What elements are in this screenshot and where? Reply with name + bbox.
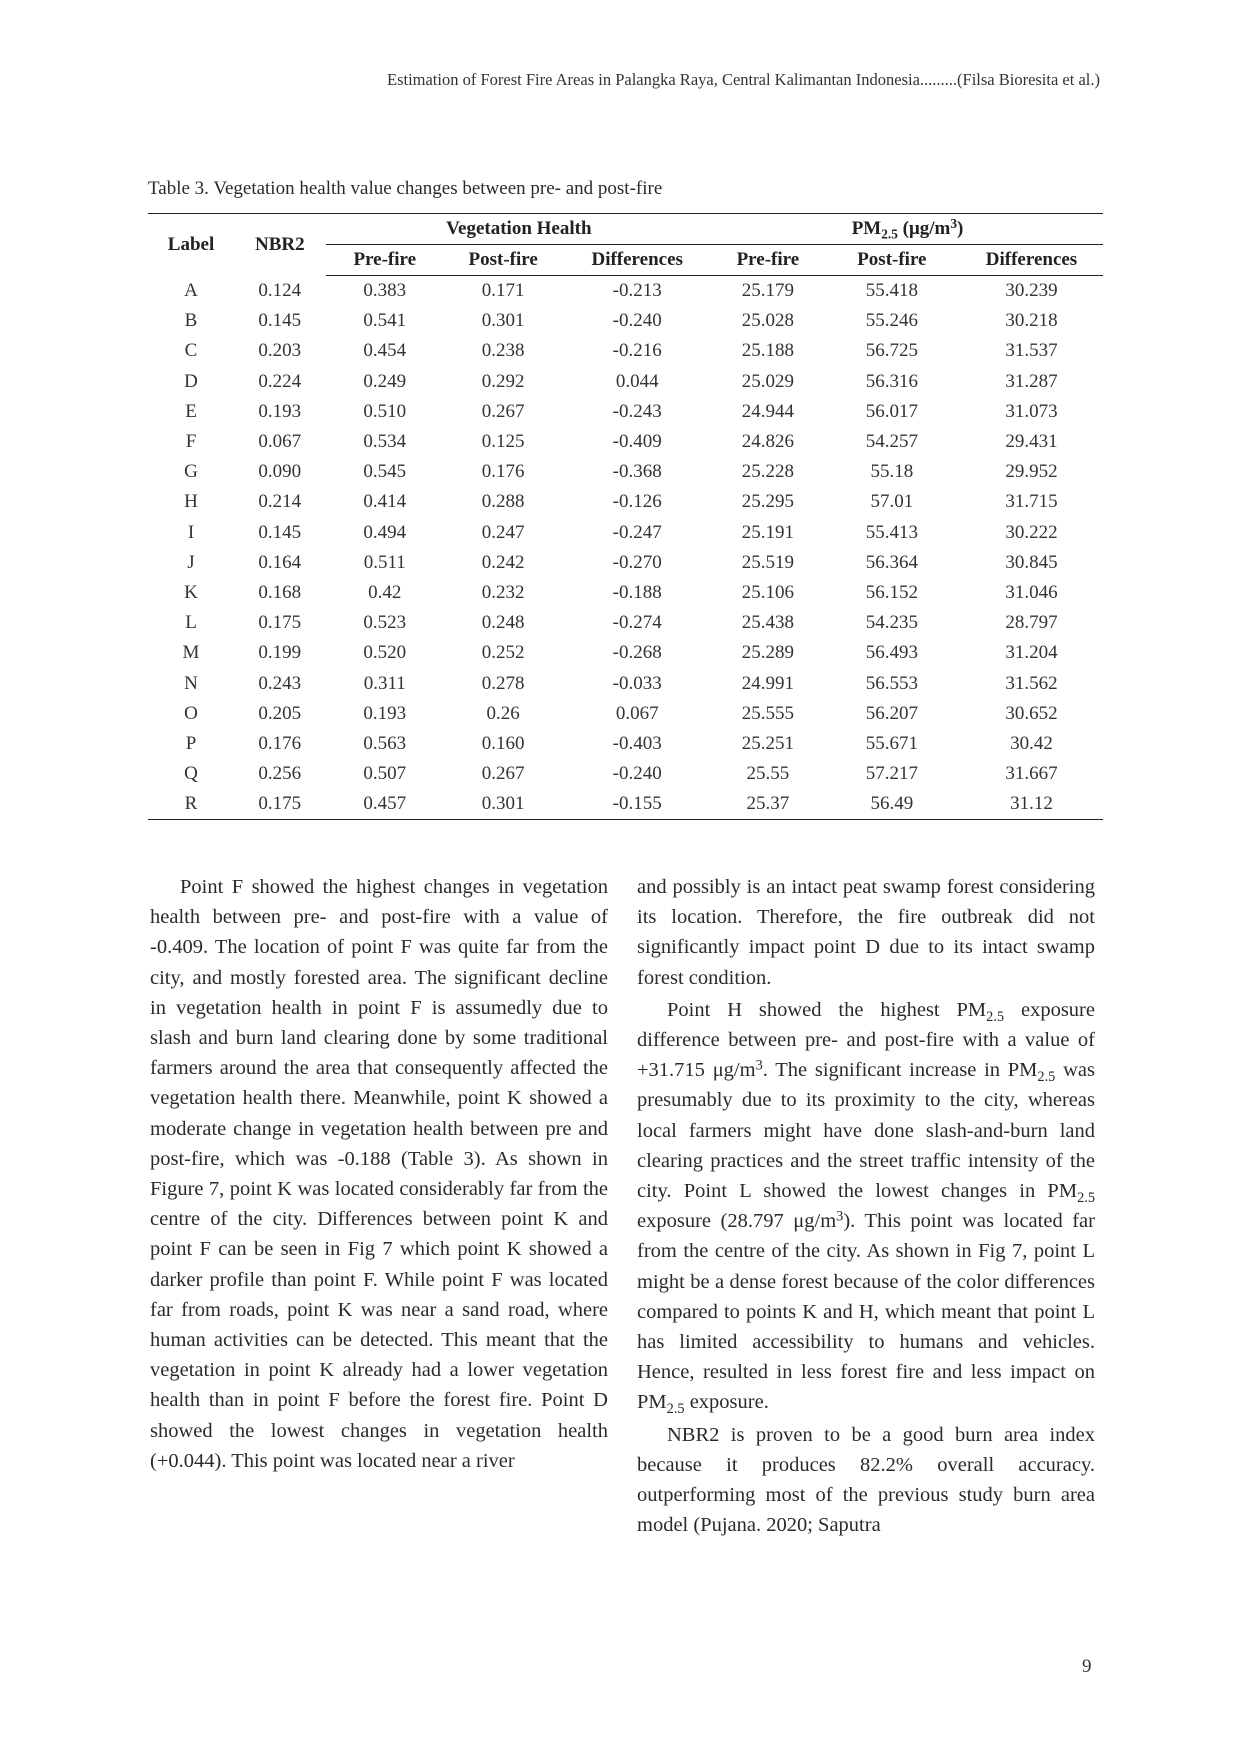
paragraph: Point H showed the highest $PM_{2.5}$ exposure difference between pre- and post-fire with a value of +31.715 $\mu g/m^3$. The significant increase in $PM_{2.5}$ was presumably due to its proximity to the city, whereas local farmers might have done slash-and-burn land clearing practices and the street traffic intensity of the city. Point L showed the lowest changes in $PM_{2.5}$ exposure (28.797 $\mu g/m^3$). This point was located far from the centre of the city. As shown in Fig 7, point L might be a dense forest because of the color differences compared to points K and H, which meant that point L has limited accessibility to humans and vehicles. Hence, resulted in less forest fire and less impact on $PM_{2.5}$ exposure. [637, 998, 1095, 1418]
cell-pm-diff: 30.652 [1005, 702, 1058, 724]
header-pm-pre-fire: Pre-fire [712, 245, 824, 276]
cell-veg-pre: 0.511 [363, 551, 406, 573]
cell-veg-pre: 0.414 [363, 491, 407, 513]
table-row [148, 518, 1103, 548]
header-pm-post-fire: Post-fire [824, 245, 960, 276]
cell-nbr2: 0.256 [258, 763, 302, 785]
paragraph: and possibly is an intact peat swamp forest considering its location. Therefore, the fire outbreak did not significantly impact point D due to its intact swamp forest condition. [637, 876, 1095, 989]
table-row [148, 578, 1103, 608]
cell-veg-pre: 0.249 [363, 370, 407, 392]
cell-veg-post: 0.301 [444, 789, 562, 820]
cell-veg-diff: -0.268 [612, 642, 662, 664]
cell-label: D [184, 370, 198, 392]
cell-pm-diff: 28.797 [1005, 612, 1058, 634]
cell-veg-pre: 0.545 [363, 461, 407, 483]
cell-veg-pre: 0.523 [363, 612, 407, 634]
cell-veg-pre: 0.454 [363, 340, 407, 362]
cell-pm-post: 56.553 [865, 672, 918, 694]
cell-nbr2: 0.203 [258, 340, 302, 362]
cell-pm-post: 55.413 [865, 521, 918, 543]
cell-veg-diff: -0.213 [612, 280, 662, 302]
cell-nbr2: 0.168 [258, 581, 302, 603]
cell-pm-pre: 25.106 [741, 581, 794, 603]
cell-label: O [184, 702, 198, 724]
cell-label: F [185, 431, 197, 453]
table-row [148, 367, 1103, 397]
cell-veg-pre: 0.541 [363, 310, 407, 332]
cell-veg-post: 0.288 [481, 491, 525, 513]
cell-nbr2: 0.175 [234, 789, 326, 820]
table-row [148, 668, 1103, 698]
cell-veg-diff: -0.409 [612, 431, 662, 453]
cell-pm-post: 56.316 [865, 370, 918, 392]
cell-veg-pre: 0.383 [363, 280, 407, 302]
table-row [148, 759, 1103, 789]
cell-pm-pre: 25.188 [741, 340, 794, 362]
cell-pm-diff: 29.431 [1005, 431, 1058, 453]
cell-nbr2: 0.164 [258, 551, 302, 573]
cell-veg-post: 0.267 [481, 763, 525, 785]
cell-pm-post: 54.257 [865, 431, 918, 453]
cell-pm-post: 55.246 [865, 310, 918, 332]
cell-pm-post: 56.152 [865, 581, 918, 603]
cell-pm-post: 56.49 [824, 789, 960, 820]
table-row [148, 548, 1103, 578]
cell-pm-diff: 31.073 [1005, 400, 1058, 422]
cell-nbr2: 0.175 [258, 612, 302, 634]
cell-veg-diff: -0.240 [612, 310, 662, 332]
cell-nbr2: 0.205 [258, 702, 302, 724]
cell-veg-pre: 0.457 [326, 789, 444, 820]
cell-nbr2: 0.214 [258, 491, 302, 513]
cell-pm-post: 56.364 [865, 551, 918, 573]
table-row [148, 336, 1103, 366]
cell-pm-post: 56.493 [865, 642, 918, 664]
cell-pm-pre: 24.944 [741, 400, 794, 422]
cell-veg-pre: 0.520 [363, 642, 407, 664]
cell-pm-diff: 31.046 [1005, 581, 1058, 603]
cell-nbr2: 0.224 [258, 370, 302, 392]
cell-pm-post: 55.418 [865, 280, 918, 302]
cell-label: Q [184, 763, 198, 785]
cell-veg-diff: 0.044 [615, 370, 659, 392]
table-row [148, 397, 1103, 427]
cell-veg-diff: -0.274 [612, 612, 662, 634]
cell-veg-post: 0.252 [481, 642, 525, 664]
cell-nbr2: 0.145 [258, 310, 302, 332]
cell-pm-diff: 31.715 [1005, 491, 1058, 513]
table-row [148, 608, 1103, 638]
cell-pm-diff: 31.287 [1005, 370, 1058, 392]
cell-nbr2: 0.145 [258, 521, 302, 543]
cell-veg-post: 0.292 [481, 370, 525, 392]
cell-nbr2: 0.193 [258, 400, 302, 422]
cell-pm-post: 54.235 [865, 612, 918, 634]
cell-veg-pre: 0.42 [368, 581, 402, 603]
cell-veg-post: 0.232 [481, 581, 525, 603]
header-label: Label [148, 214, 234, 276]
paragraph: NBR2 is proven to be a good burn area index because it produces 82.2% overall accuracy. outperforming most of the previous study burn area model (Pujana. 2020; Saputra [637, 1423, 1095, 1537]
table-row [148, 306, 1103, 336]
cell-pm-post: 56.725 [865, 340, 918, 362]
cell-veg-post: 0.238 [481, 340, 525, 362]
cell-label: R [148, 789, 234, 820]
cell-label: C [184, 340, 198, 362]
cell-pm-pre: 25.295 [741, 491, 794, 513]
cell-veg-post: 0.267 [481, 400, 525, 422]
cell-pm-diff: 31.537 [1005, 340, 1058, 362]
cell-veg-pre: 0.563 [363, 732, 407, 754]
cell-nbr2: 0.199 [258, 642, 302, 664]
cell-veg-pre: 0.534 [363, 431, 407, 453]
cell-veg-diff: -0.126 [612, 491, 662, 513]
cell-veg-diff: -0.155 [562, 789, 712, 820]
cell-veg-post: 0.248 [481, 612, 525, 634]
body-column-right [637, 872, 1095, 1542]
cell-veg-diff: 0.067 [615, 702, 659, 724]
vegetation-health-table [148, 213, 1103, 820]
running-header: Estimation of Forest Fire Areas in Palangka Raya, Central Kalimantan Indonesia.........(Filsa Bioresita et al.) [386, 70, 1100, 89]
table-row [148, 427, 1103, 457]
cell-pm-diff: 30.845 [1005, 551, 1058, 573]
cell-label: M [182, 642, 200, 664]
table-row [148, 789, 1103, 820]
cell-label: A [184, 279, 198, 301]
cell-pm-diff: 30.42 [1010, 732, 1053, 754]
cell-nbr2: 0.124 [258, 279, 302, 301]
cell-pm-diff: 31.12 [960, 789, 1103, 820]
cell-pm-post: 57.01 [870, 491, 914, 513]
cell-pm-pre: 25.179 [741, 280, 794, 302]
header-pm25: $PM_{2.5}$ $(\mu g/m^3)$ [712, 214, 1103, 245]
cell-veg-post: 0.26 [486, 702, 520, 724]
cell-nbr2: 0.243 [258, 672, 302, 694]
cell-veg-diff: -0.240 [612, 763, 662, 785]
cell-pm-post: 56.207 [865, 702, 918, 724]
paragraph: Point F showed the highest changes in vegetation health between pre- and post-fire with a value of -0.409. The location of point F was quite far from the city, and mostly forested area. The significant decline in vegetation health in point F is assumedly due to slash and burn land clearing done by some traditional farmers around the area that consequently affected the vegetation health there. Meanwhile, point K showed a moderate change in vegetation health between pre and post-fire, which was -0.188 (Table 3). As shown in Figure 7, point K was located considerably far from the centre of the city. Differences between point K and point F can be seen in Fig 7 which point K showed a darker profile than point F. While point F was located far from roads, point K was near a sand road, where human activities can be detected. This meant that the vegetation in point K already had a lower vegetation health than in point F before the forest fire. Point D showed the lowest changes in vegetation health (+0.044). This point was located near a river [150, 876, 608, 1472]
cell-label: H [184, 491, 198, 513]
cell-veg-diff: -0.033 [612, 672, 662, 694]
table-row [148, 729, 1103, 759]
cell-veg-pre: 0.507 [363, 763, 407, 785]
cell-pm-pre: 25.55 [746, 763, 790, 785]
cell-nbr2: 0.090 [258, 461, 302, 483]
cell-label: P [185, 732, 197, 754]
table-row [148, 487, 1103, 517]
header-veg-differences: Differences [562, 245, 712, 276]
cell-veg-diff: -0.368 [612, 461, 662, 483]
cell-veg-diff: -0.243 [612, 400, 662, 422]
cell-nbr2: 0.176 [258, 732, 302, 754]
header-veg-pre-fire: Pre-fire [326, 245, 444, 276]
cell-veg-post: 0.176 [481, 461, 525, 483]
cell-pm-pre: 25.519 [741, 551, 794, 573]
cell-label: E [185, 400, 197, 422]
cell-pm-diff: 30.239 [1005, 280, 1058, 302]
table-body [148, 276, 1103, 820]
cell-veg-post: 0.278 [481, 672, 525, 694]
cell-veg-post: 0.242 [481, 551, 525, 573]
cell-pm-pre: 25.555 [741, 702, 794, 724]
cell-pm-pre: 25.228 [741, 461, 794, 483]
cell-veg-diff: -0.216 [612, 340, 662, 362]
cell-pm-diff: 31.204 [1005, 642, 1058, 664]
cell-veg-post: 0.171 [481, 280, 525, 302]
header-pm-differences: Differences [960, 245, 1103, 276]
table-row [148, 457, 1103, 487]
cell-pm-diff: 29.952 [1005, 461, 1058, 483]
cell-pm-pre: 25.289 [741, 642, 794, 664]
cell-veg-diff: -0.403 [612, 732, 662, 754]
cell-veg-diff: -0.188 [612, 581, 662, 603]
cell-pm-pre: 24.991 [741, 672, 794, 694]
page-number: 9 [1082, 1656, 1092, 1677]
cell-veg-diff: -0.270 [612, 551, 662, 573]
cell-label: B [184, 310, 198, 332]
cell-veg-diff: -0.247 [612, 521, 662, 543]
table-row [148, 276, 1103, 307]
cell-pm-pre: 25.028 [741, 310, 794, 332]
cell-pm-diff: 30.218 [1005, 310, 1058, 332]
cell-pm-diff: 31.667 [1005, 763, 1058, 785]
cell-label: J [187, 551, 195, 573]
cell-nbr2: 0.067 [258, 431, 302, 453]
cell-veg-post: 0.247 [481, 521, 525, 543]
cell-pm-pre: 25.029 [741, 370, 794, 392]
header-veg-post-fire: Post-fire [444, 245, 562, 276]
cell-pm-pre: 25.37 [712, 789, 824, 820]
cell-pm-post: 55.671 [865, 732, 918, 754]
cell-pm-pre: 25.191 [741, 521, 794, 543]
cell-veg-pre: 0.193 [363, 702, 407, 724]
cell-label: G [184, 461, 198, 483]
cell-label: N [184, 672, 198, 694]
cell-pm-post: 55.18 [870, 461, 914, 483]
table-caption: Table 3. Vegetation health value changes between pre- and post-fire [148, 178, 663, 199]
cell-pm-diff: 30.222 [1005, 521, 1058, 543]
header-nbr2: NBR2 [234, 214, 326, 276]
cell-veg-pre: 0.510 [363, 400, 407, 422]
cell-veg-post: 0.301 [481, 310, 525, 332]
header-vegetation-health: Vegetation Health [326, 214, 712, 245]
cell-pm-diff: 31.562 [1005, 672, 1058, 694]
cell-veg-post: 0.160 [481, 732, 525, 754]
cell-pm-pre: 25.438 [741, 612, 794, 634]
cell-veg-pre: 0.494 [363, 521, 407, 543]
cell-label: K [184, 581, 198, 603]
table-row [148, 638, 1103, 668]
cell-pm-pre: 25.251 [741, 732, 794, 754]
cell-label: L [185, 612, 197, 634]
cell-veg-pre: 0.311 [363, 672, 406, 694]
table-row [148, 699, 1103, 729]
cell-label: I [187, 521, 195, 543]
body-column-left [150, 872, 608, 1478]
cell-pm-post: 57.217 [865, 763, 918, 785]
cell-pm-post: 56.017 [865, 400, 918, 422]
cell-veg-post: 0.125 [481, 431, 525, 453]
cell-pm-pre: 24.826 [741, 431, 794, 453]
